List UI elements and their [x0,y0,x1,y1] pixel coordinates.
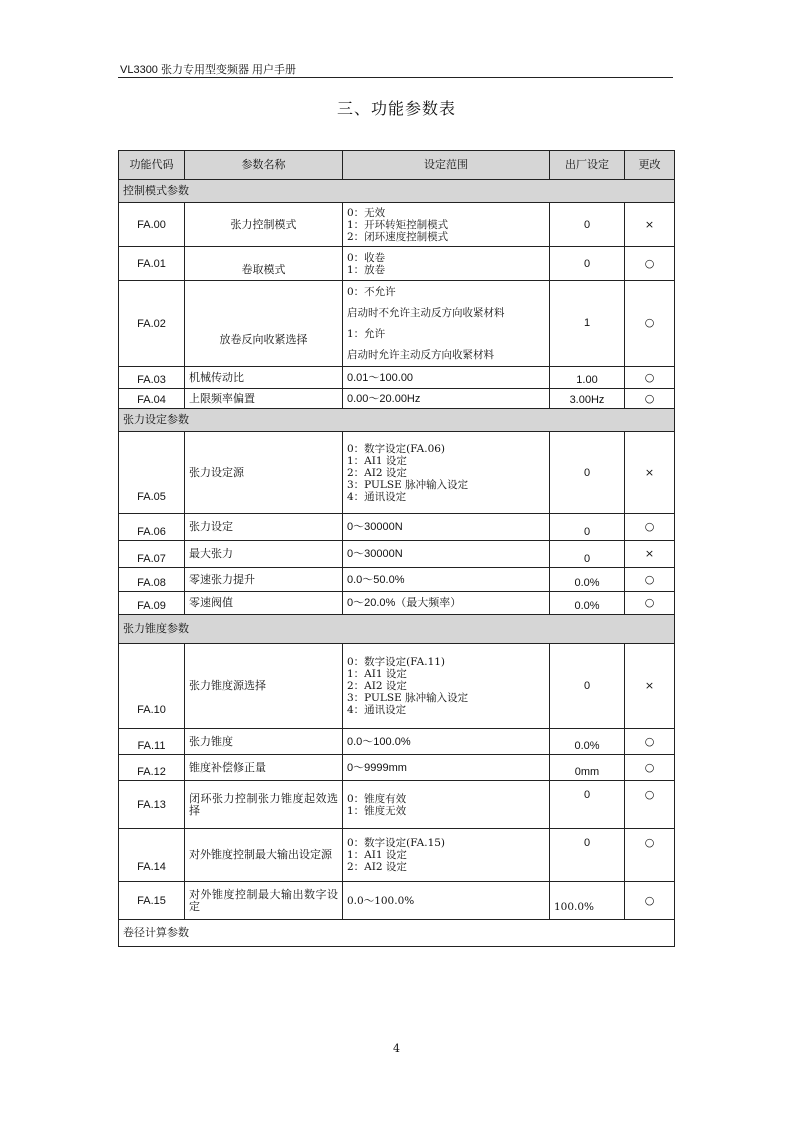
header-rule [118,77,673,78]
param-change: × [625,203,675,247]
range-line: 2：闭环速度控制模式 [347,230,449,243]
param-code: FA.02 [119,281,185,367]
table-row [119,432,675,514]
param-default: 1.00 [550,367,625,389]
table-row [119,755,675,781]
section-title: 张力设定参数 [119,409,675,432]
param-change: ○ [625,882,675,920]
column-header-name: 参数名称 [185,151,343,180]
param-name: 张力设定 [185,514,343,541]
param-name: 机械传动比 [185,367,343,389]
range-line: 1：AI1 设定 [347,849,407,861]
table-row [119,592,675,615]
param-code: FA.08 [119,568,185,592]
param-default: 0 [550,644,625,729]
page-title: 三、功能参数表 [336,99,456,118]
param-range [343,882,550,920]
range-line: 0：锥度有效 [347,792,407,805]
param-change: ○ [625,281,675,367]
parameter-table [118,150,675,947]
range-line: 0～30000N [347,521,403,533]
range-line: 0.0～50.0% [347,573,405,586]
range-line: 0～30000N [347,548,403,560]
param-default: 0 [550,247,625,281]
param-range [343,592,550,615]
param-code: FA.11 [119,729,185,755]
param-code: FA.07 [119,541,185,568]
range-line: 0：无效 [347,206,386,219]
range-line: 0.01～100.00 [347,371,414,384]
range-line: 0：数字设定(FA.06) [347,442,446,455]
param-default: 100.0% [550,882,625,920]
param-name: 张力控制模式 [185,203,343,247]
param-default: 0 [550,541,625,568]
param-change: ○ [625,568,675,592]
param-code: FA.05 [119,432,185,514]
table-row [119,247,675,281]
table-header-row [119,151,675,180]
param-range [343,514,550,541]
column-header-range: 设定范围 [343,151,550,180]
param-range [343,644,550,729]
param-range [343,568,550,592]
table-row [119,541,675,568]
range-line: 启动时允许主动反方向收紧材料 [347,348,494,361]
param-name: 张力锥度源选择 [185,644,343,729]
param-code: FA.04 [119,389,185,409]
param-default: 0 [550,432,625,514]
param-change: × [625,432,675,514]
range-line: 4：通讯设定 [347,704,407,716]
param-code: FA.09 [119,592,185,615]
section-row-taper [119,615,675,644]
range-line: 0：收卷 [347,251,386,264]
range-line: 1：AI1 设定 [347,668,407,680]
param-code: FA.01 [119,247,185,281]
column-header-change: 更改 [625,151,675,180]
table-row [119,389,675,409]
table-row [119,514,675,541]
range-line: 2：AI2 设定 [347,861,407,873]
param-change: ○ [625,247,675,281]
range-line: 1：放卷 [347,263,386,276]
range-line: 1：允许 [347,327,386,340]
table-row [119,829,675,882]
param-code: FA.00 [119,203,185,247]
param-default: 0 [550,781,625,829]
param-code: FA.14 [119,829,185,882]
range-line: 0～9999mm [347,761,407,774]
table-row [119,882,675,920]
param-range [343,367,550,389]
param-name: 对外锥度控制最大输出数字设定 [185,882,343,920]
range-line: 3：PULSE 脉冲输入设定 [347,478,469,491]
param-code: FA.15 [119,882,185,920]
range-line: 0：不允许 [347,285,396,298]
param-code: FA.10 [119,644,185,729]
param-range [343,389,550,409]
param-change: ○ [625,592,675,615]
param-change: ○ [625,781,675,829]
range-line: 1：锥度无效 [347,804,407,817]
param-code: FA.13 [119,781,185,829]
param-name: 张力锥度 [185,729,343,755]
column-header-default: 出厂设定 [550,151,625,180]
range-line: 0：数字设定(FA.15) [347,837,446,849]
param-default: 0.0% [550,729,625,755]
range-line: 0.0～100.0% [347,735,411,748]
param-code: FA.03 [119,367,185,389]
range-line: 启动时不允许主动反方向收紧材料 [347,306,505,319]
section-title: 卷径计算参数 [119,920,675,947]
param-name: 零速张力提升 [185,568,343,592]
param-default: 3.00Hz [550,389,625,409]
section-row-control [119,180,675,203]
range-line: 0.00～20.00Hz [347,392,421,405]
param-name: 对外锥度控制最大输出设定源 [185,829,343,882]
param-change: ○ [625,367,675,389]
document-header: VL3300 张力专用型变频器 用户手册 [120,64,297,76]
range-line: 4：通讯设定 [347,490,407,503]
param-change: ○ [625,514,675,541]
param-default: 0mm [550,755,625,781]
param-name: 零速阀值 [185,592,343,615]
param-default: 0 [550,829,625,882]
range-line: 2：AI2 设定 [347,466,407,479]
range-line: 0～20.0%（最大频率） [347,597,462,609]
param-change: ○ [625,729,675,755]
table-row [119,729,675,755]
param-default: 0 [550,514,625,541]
table-row [119,644,675,729]
param-change: ○ [625,755,675,781]
table-row [119,203,675,247]
param-change: ○ [625,829,675,882]
table-row [119,281,675,367]
param-range [343,755,550,781]
table-row [119,367,675,389]
param-name: 放卷反向收紧选择 [185,281,343,367]
param-range [343,781,550,829]
param-name: 上限频率偏置 [185,389,343,409]
param-name: 张力设定源 [185,432,343,514]
range-line: 1：AI1 设定 [347,454,407,467]
section-row-diameter [119,920,675,947]
range-line: 0.0～100.0% [347,894,415,907]
param-range [343,432,550,514]
param-range [343,281,550,367]
param-range [343,729,550,755]
param-range [343,541,550,568]
param-name: 最大张力 [185,541,343,568]
table-row [119,568,675,592]
param-name: 卷取模式 [185,247,343,281]
param-default: 0 [550,203,625,247]
param-code: FA.12 [119,755,185,781]
section-title: 张力锥度参数 [119,615,675,644]
param-range [343,247,550,281]
range-line: 3：PULSE 脉冲输入设定 [347,692,469,704]
page-number: 4 [393,1042,400,1055]
table-row [119,781,675,829]
section-title: 控制模式参数 [119,180,675,203]
param-code: FA.06 [119,514,185,541]
param-range [343,203,550,247]
param-change: × [625,644,675,729]
param-range [343,829,550,882]
param-change: × [625,541,675,568]
section-row-tension [119,409,675,432]
param-default: 0.0% [550,592,625,615]
param-change: ○ [625,389,675,409]
param-name: 闭环张力控制张力锥度起效选择 [185,781,343,829]
param-default: 0.0% [550,568,625,592]
param-name: 锥度补偿修正量 [185,755,343,781]
column-header-code: 功能代码 [119,151,185,180]
range-line: 2：AI2 设定 [347,680,407,692]
param-default: 1 [550,281,625,367]
range-line: 1：开环转矩控制模式 [347,218,449,231]
range-line: 0：数字设定(FA.11) [347,656,446,668]
